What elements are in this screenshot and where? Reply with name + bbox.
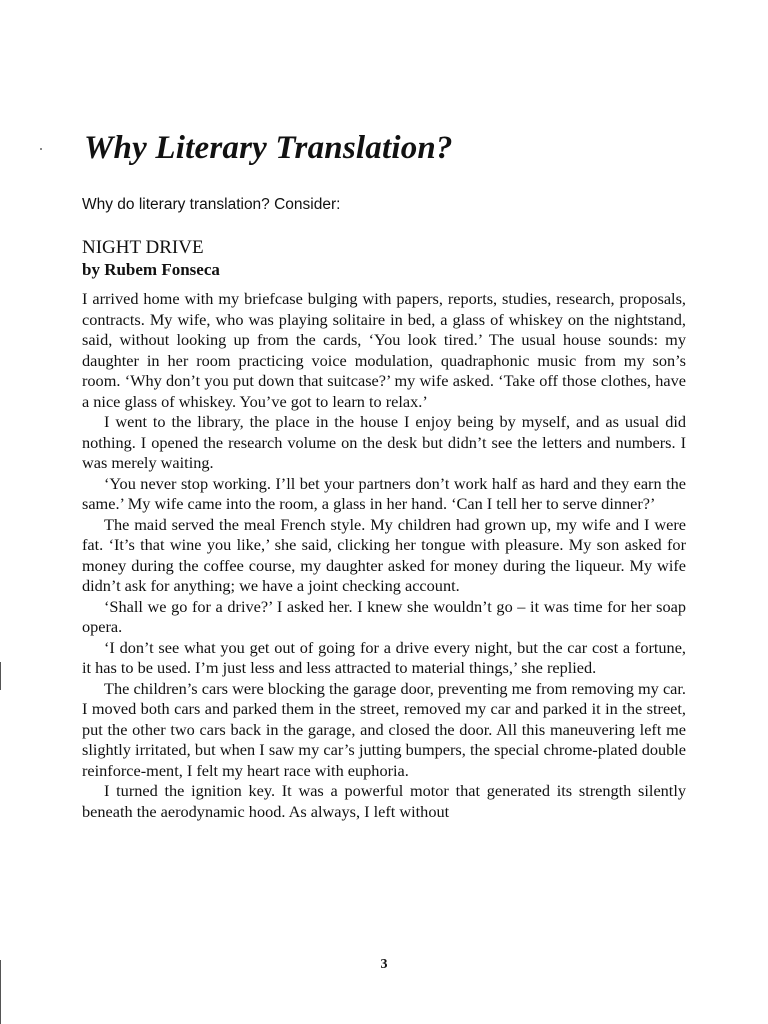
paragraph: The maid served the meal French style. My children had grown up, my wife and I were fat. ‘It’s that wine you like,’ she said, clicking her tongue with pleasure. My son asked for money during the coffee course, my daughter asked for money during the liqueur. My wife didn’t ask for anything; we have a joint checking account. [82,514,686,595]
paragraph: I turned the ignition key. It was a powerful motor that generated its strength silently beneath the aerodynamic hood. As always, I left without [82,781,686,821]
paragraph: ‘I don’t see what you get out of going for a drive every night, but the car cost a fortune, it has to be used. I’m just less and less attracted to material things,’ she replied. [82,637,686,677]
left-edge-mark [0,662,1,690]
paragraph: I went to the library, the place in the house I enjoy being by myself, and as usual did nothing. I opened the research volume on the desk but didn’t see the letters and numbers. I was merely waiting. [82,412,686,472]
story-body [82,289,686,822]
intro-text: Why do literary translation? Consider: [82,196,341,213]
chapter-title: Why Literary Translation? [84,130,453,166]
paragraph: I arrived home with my briefcase bulging with papers, reports, studies, research, proposals, contracts. My wife, who was playing solitaire in bed, a glass of whiskey on the nightstand, said, without looking up from the cards, ‘You look tired.’ The usual house sounds: my daughter in her room practicing voice modulation, quadraphonic music from my son’s room. ‘Why don’t you put down that suitcase?’ my wife asked. ‘Take off those clothes, have a nice glass of whiskey. You’ve got to learn to relax.’ [82,289,686,411]
page-number: 3 [380,957,388,972]
paragraph: ‘Shall we go for a drive?’ I asked her. I knew she wouldn’t go – it was time for her soap opera. [82,596,686,636]
scan-speck [40,148,42,150]
byline: by Rubem Fonseca [82,260,220,279]
paragraph: The children’s cars were blocking the garage door, preventing me from removing my car. I moved both cars and parked them in the street, removed my car and parked it in the street, put the other two cars back in the garage, and closed the door. All this maneuvering left me slightly irritated, but when I saw my car’s jutting bumpers, the special chrome-plated double reinforce-ment, I felt my heart race with euphoria. [82,678,686,780]
paragraph: ‘You never stop working. I’ll bet your partners don’t work half as hard and they earn the same.’ My wife came into the room, a glass in her hand. ‘Can I tell her to serve dinner?’ [82,473,686,513]
story-title: NIGHT DRIVE [82,237,204,258]
